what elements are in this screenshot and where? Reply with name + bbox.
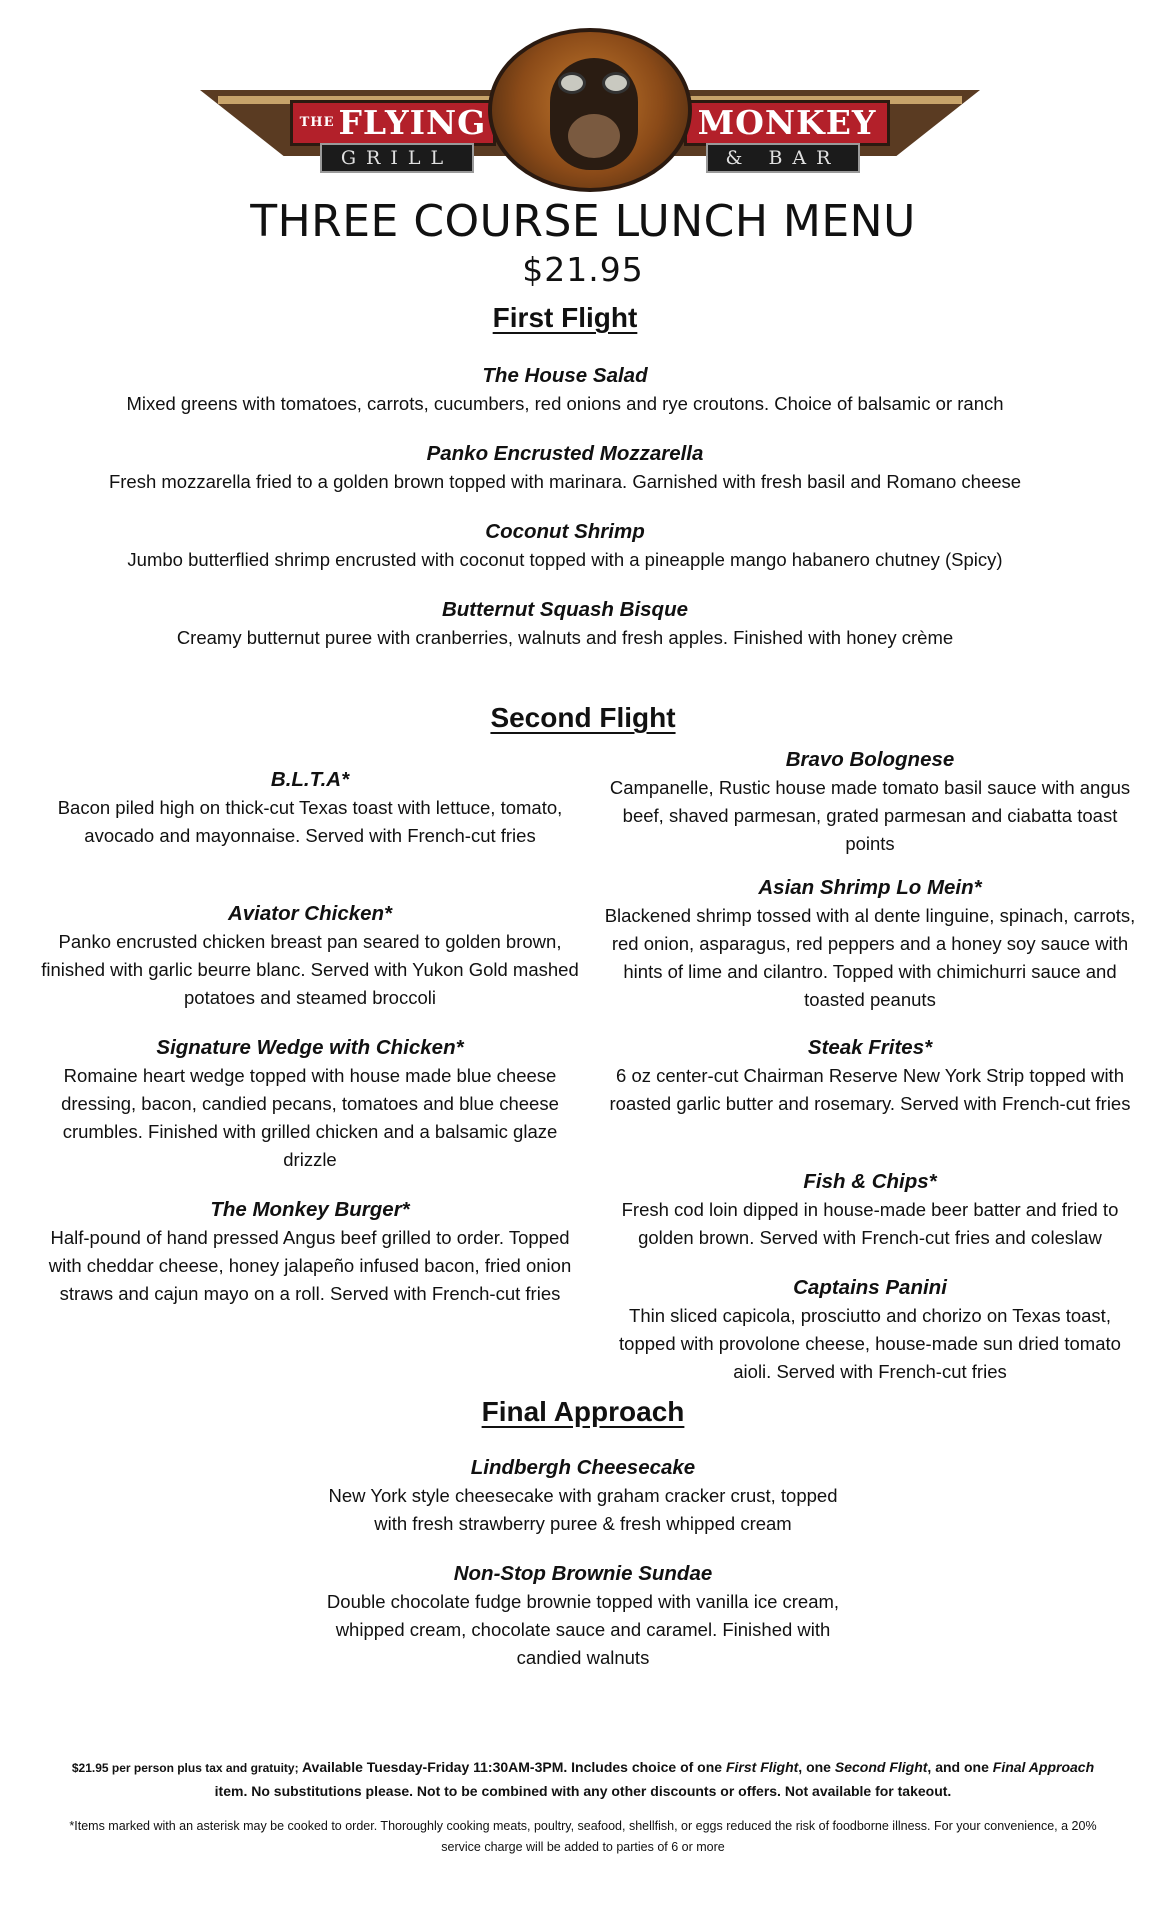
- menu-price: $21.95: [522, 250, 644, 289]
- item-name: Asian Shrimp Lo Mein*: [758, 876, 982, 899]
- item-name: Steak Frites*: [807, 1036, 933, 1059]
- item-description: New York style cheesecake with graham cracker crust, topped with fresh strawberry puree & fresh whipped cream: [328, 1485, 838, 1534]
- menu-item: [60, 518, 1070, 574]
- menu-item: [40, 1196, 580, 1308]
- menu-item: [40, 900, 580, 1012]
- item-description: Fresh cod loin dipped in house-made beer batter and fried to golden brown. Served with French-cut fries and coleslaw: [621, 1199, 1119, 1248]
- item-description: Creamy butternut puree with cranberries, walnuts and fresh apples. Finished with honey crème: [176, 627, 954, 648]
- item-name: Coconut Shrimp: [485, 520, 645, 543]
- menu-item: [40, 1034, 580, 1174]
- logo-band-flying: [290, 100, 496, 146]
- menu-item: [600, 746, 1140, 858]
- footer-disclaimer: *Items marked with an asterisk may be cooked to order. Thoroughly cooking meats, poultry, seafood, shellfish, or eggs reduced the risk of foodborne illness. For your convenience, a 20% service charge will be added to parties of 6 or more: [69, 1819, 1097, 1854]
- item-description: Double chocolate fudge brownie topped with vanilla ice cream, whipped cream, chocolate sauce and caramel. Finished with candied walnuts: [326, 1591, 840, 1668]
- goggles-icon: [558, 72, 630, 94]
- footer-availability: Available Tuesday-Friday 11:30AM-3PM. Includes choice of one: [301, 1759, 723, 1775]
- item-description: Romaine heart wedge topped with house made blue cheese dressing, bacon, candied pecans, tomatoes and blue cheese crumbles. Finished with grilled chicken and a balsamic glaze drizzle: [61, 1065, 559, 1170]
- menu-item: [60, 362, 1070, 418]
- footer-sep2: , and one: [927, 1759, 989, 1775]
- final-approach-heading: Final Approach: [481, 1396, 685, 1427]
- item-name: Signature Wedge with Chicken*: [156, 1036, 464, 1059]
- item-name: Lindbergh Cheesecake: [470, 1456, 696, 1479]
- logo-monkey-text: MONKEY: [697, 103, 877, 142]
- item-description: Fresh mozzarella fried to a golden brown topped with marinara. Garnished with fresh basil and Romano cheese: [108, 471, 1022, 492]
- item-description: Blackened shrimp tossed with al dente linguine, spinach, carrots, red onion, asparagus, red peppers and a honey soy sauce with hints of lime and cilantro. Topped with chimichurri sauce and toasted peanuts: [604, 905, 1136, 1010]
- logo-grill-bar: [320, 143, 474, 173]
- footer-final-approach: Final Approach: [992, 1759, 1095, 1775]
- menu-title: THREE COURSE LUNCH MENU: [250, 196, 916, 247]
- logo-bar-bar: [706, 143, 860, 173]
- logo-band-monkey: [684, 100, 890, 146]
- item-description: Jumbo butterflied shrimp encrusted with coconut topped with a pineapple mango habanero chutney (Spicy): [127, 549, 1003, 570]
- menu-item: [600, 1168, 1140, 1252]
- item-description: Mixed greens with tomatoes, carrots, cucumbers, red onions and rye croutons. Choice of balsamic or ranch: [126, 393, 1004, 414]
- item-name: Aviator Chicken*: [227, 902, 393, 925]
- menu-item: [40, 766, 580, 850]
- item-name: The House Salad: [482, 364, 648, 387]
- menu-item: [600, 874, 1140, 1014]
- item-description: Panko encrusted chicken breast pan seared to golden brown, finished with garlic beurre blanc. Served with Yukon Gold mashed potatoes and steamed broccoli: [41, 931, 579, 1008]
- item-name: B.L.T.A*: [270, 768, 350, 791]
- item-name: Captains Panini: [793, 1276, 947, 1299]
- logo-grill-text: GRILL: [340, 147, 454, 169]
- item-name: The Monkey Burger*: [210, 1198, 410, 1221]
- second-flight-heading: Second Flight: [490, 702, 676, 733]
- menu-item: [60, 440, 1070, 496]
- item-name: Fish & Chips*: [803, 1170, 937, 1193]
- item-name: Non-Stop Brownie Sundae: [453, 1562, 713, 1585]
- footer-price-note: $21.95 per person plus tax and gratuity;: [71, 1761, 299, 1775]
- menu-item: [600, 1034, 1140, 1118]
- logo-the-text: THE: [299, 115, 335, 130]
- item-name: Panko Encrusted Mozzarella: [426, 442, 704, 465]
- footer-terms: [60, 1756, 1106, 1803]
- footer-rest: item. No substitutions please. Not to be combined with any other discounts or offers. Not available for takeout.: [214, 1783, 952, 1799]
- flying-monkey-logo: [200, 28, 980, 196]
- menu-item: [318, 1454, 848, 1538]
- item-description: 6 oz center-cut Chairman Reserve New York Strip topped with roasted garlic butter and rosemary. Served with French-cut fries: [609, 1065, 1131, 1114]
- item-description: Thin sliced capicola, prosciutto and chorizo on Texas toast, topped with provolone cheese, house-made sun dried tomato aioli. Served with French-cut fries: [619, 1305, 1121, 1382]
- menu-item: [318, 1560, 848, 1672]
- footer-second-flight: Second Flight: [834, 1759, 928, 1775]
- item-description: Bacon piled high on thick-cut Texas toast with lettuce, tomato, avocado and mayonnaise. Served with French-cut fries: [57, 797, 563, 846]
- footer-sep1: , one: [798, 1759, 831, 1775]
- monkey-muzzle: [568, 114, 620, 158]
- footer-first-flight: First Flight: [725, 1759, 799, 1775]
- logo-flying-text: FLYING: [338, 103, 487, 142]
- monkey-face: [550, 58, 638, 170]
- menu-item: [600, 1274, 1140, 1386]
- item-description: Campanelle, Rustic house made tomato basil sauce with angus beef, shaved parmesan, grated parmesan and ciabatta toast points: [609, 777, 1131, 854]
- item-description: Half-pound of hand pressed Angus beef grilled to order. Topped with cheddar cheese, honey jalapeño infused bacon, fried onion straws and cajun mayo on a roll. Served with French-cut fries: [48, 1227, 572, 1304]
- item-name: Bravo Bolognese: [785, 748, 955, 771]
- first-flight-heading: First Flight: [492, 302, 638, 333]
- logo-bar-text: & BAR: [725, 147, 841, 169]
- menu-item: [60, 596, 1070, 652]
- item-name: Butternut Squash Bisque: [441, 598, 688, 621]
- monkey-pilot-icon: [488, 28, 692, 192]
